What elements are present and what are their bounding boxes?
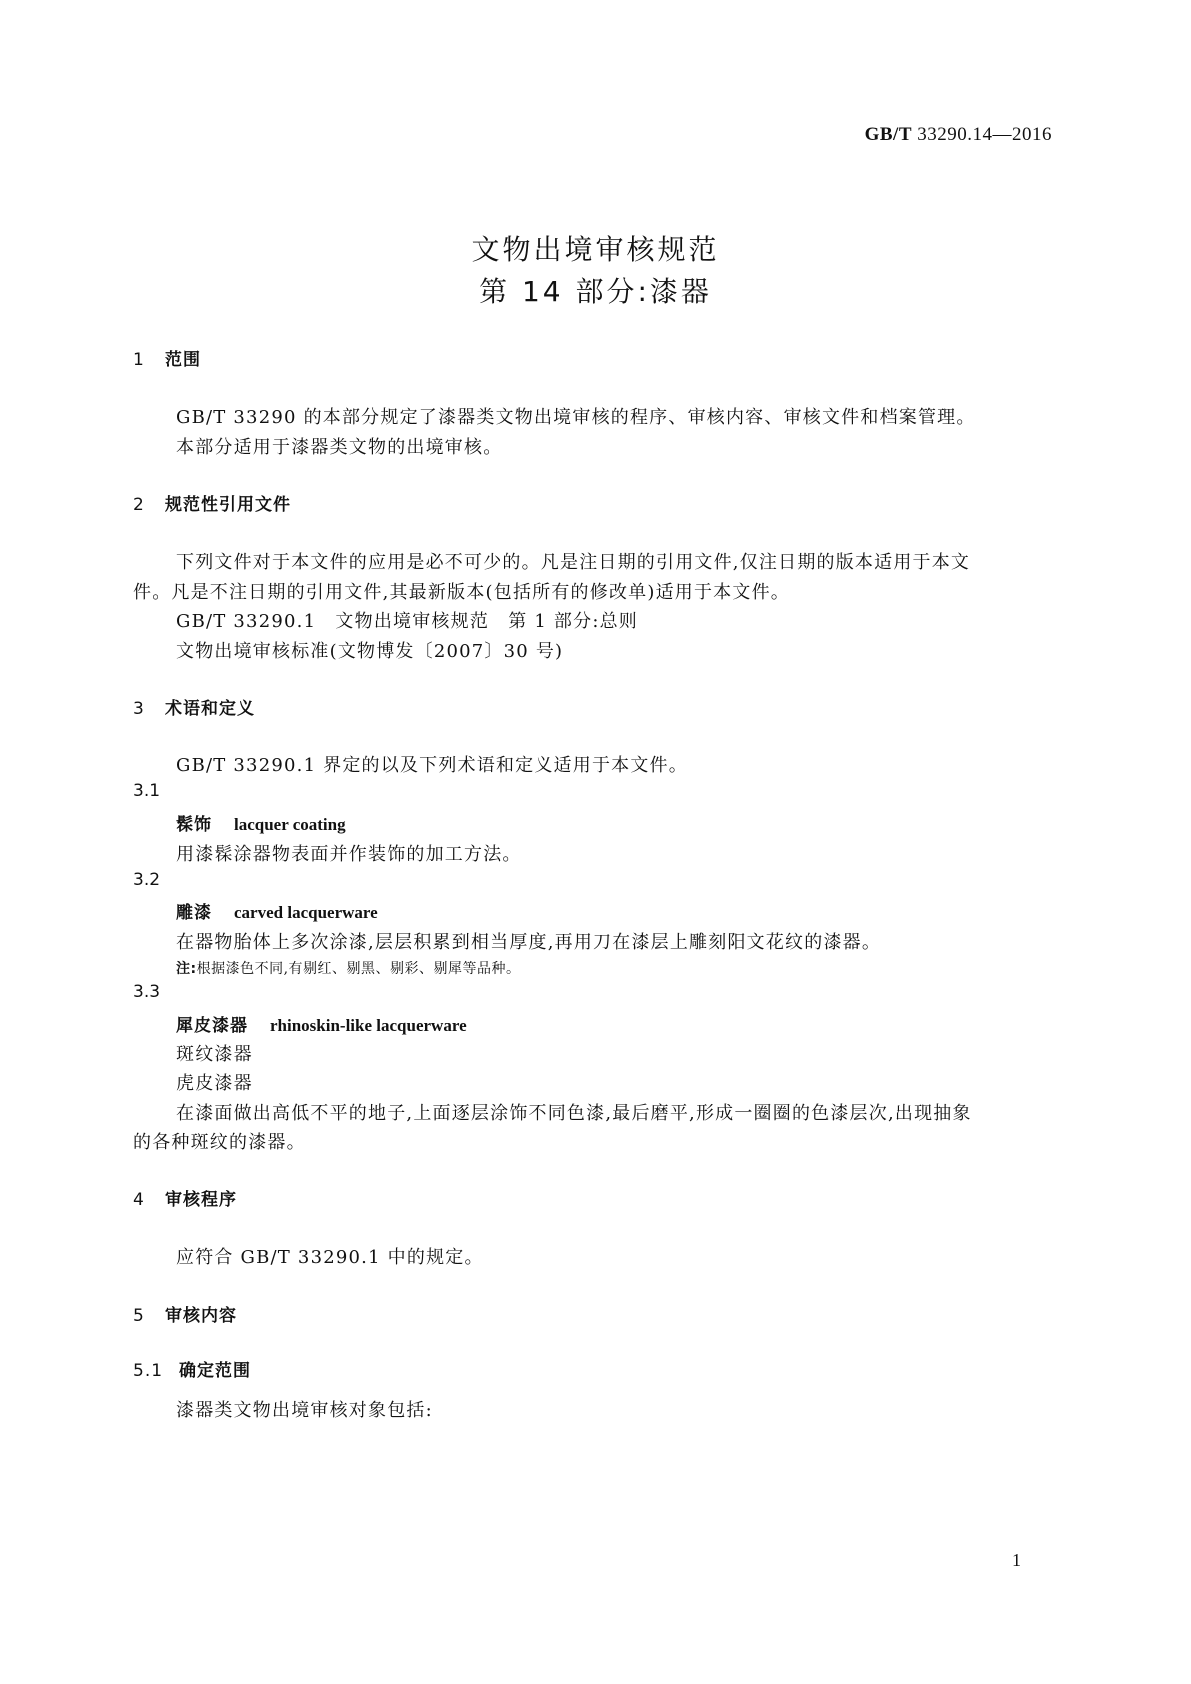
term-definition: 用漆髹涂器物表面并作装饰的加工方法。 [176,844,522,865]
term-entry [176,1011,467,1036]
section-2-paragraph-continued: 件。凡是不注日期的引用文件,其最新版本(包括所有的修改单)适用于本文件。 [133,582,790,603]
term-synonym: 虎皮漆器 [176,1073,253,1094]
standard-prefix: GB/T [864,124,912,145]
note-label: 注: [176,961,197,977]
term-entry [176,810,346,835]
term-chinese: 犀皮漆器 [176,1016,248,1036]
section-title: 术语和定义 [165,699,255,719]
section-number: 4 [133,1190,145,1210]
term-definition: 在器物胎体上多次涂漆,层层积累到相当厚度,再用刀在漆层上雕刻阳文花纹的漆器。 [176,932,882,953]
term-number: 3.3 [133,982,161,1002]
term-number: 3.2 [133,870,161,890]
document-title: 文物出境审核规范 [471,233,720,266]
document-subtitle: 第 14 部分:漆器 [479,275,712,308]
section-4-heading [133,1185,237,1210]
note-text: 根据漆色不同,有剔红、剔黑、剔彩、剔犀等品种。 [196,961,521,977]
term-definition: 在漆面做出高低不平的地子,上面逐层涂饰不同色漆,最后磨平,形成一圈圈的色漆层次,出现抽象 [176,1103,972,1124]
subsection-5-1-heading [133,1356,251,1381]
section-3-intro: GB/T 33290.1 界定的以及下列术语和定义适用于本文件。 [176,755,688,776]
section-number: 3 [133,699,145,719]
term-chinese: 雕漆 [176,903,212,923]
term-english: rhinoskin-like lacquerware [270,1016,467,1035]
section-number: 5 [133,1306,145,1326]
term-synonym: 斑纹漆器 [176,1044,253,1065]
term-number: 3.1 [133,781,161,801]
term-note [176,958,521,978]
section-number: 1 [133,350,145,370]
term-entry [176,898,378,923]
section-number: 2 [133,495,145,515]
normative-reference: GB/T 33290.1 文物出境审核规范 第 1 部分:总则 [176,611,638,632]
page-number: 1 [1012,1550,1021,1570]
section-title: 规范性引用文件 [165,495,291,515]
normative-reference: 文物出境审核标准(文物博发〔2007〕30 号) [176,641,564,662]
section-1-heading [133,345,201,370]
section-1-paragraph: GB/T 33290 的本部分规定了漆器类文物出境审核的程序、审核内容、审核文件和档案管理。 [176,407,976,428]
term-english: carved lacquerware [234,903,378,922]
term-english: lacquer coating [234,815,346,834]
term-definition-continued: 的各种斑纹的漆器。 [133,1132,306,1153]
standard-code [865,124,1052,146]
section-title: 审核程序 [165,1190,237,1210]
standard-number: 33290.14—2016 [917,124,1052,145]
term-chinese: 髹饰 [176,815,212,835]
section-3-heading [133,694,255,719]
section-1-paragraph: 本部分适用于漆器类文物的出境审核。 [176,437,503,458]
subsection-number: 5.1 [133,1361,164,1381]
subsection-title: 确定范围 [179,1361,251,1381]
section-5-heading [133,1301,237,1326]
section-4-paragraph: 应符合 GB/T 33290.1 中的规定。 [176,1247,484,1268]
section-2-heading [133,490,291,515]
section-title: 审核内容 [165,1306,237,1326]
section-2-paragraph: 下列文件对于本文件的应用是必不可少的。凡是注日期的引用文件,仅注日期的版本适用于本文 [176,552,971,573]
section-title: 范围 [165,350,201,370]
subsection-5-1-paragraph: 漆器类文物出境审核对象包括: [176,1400,433,1421]
